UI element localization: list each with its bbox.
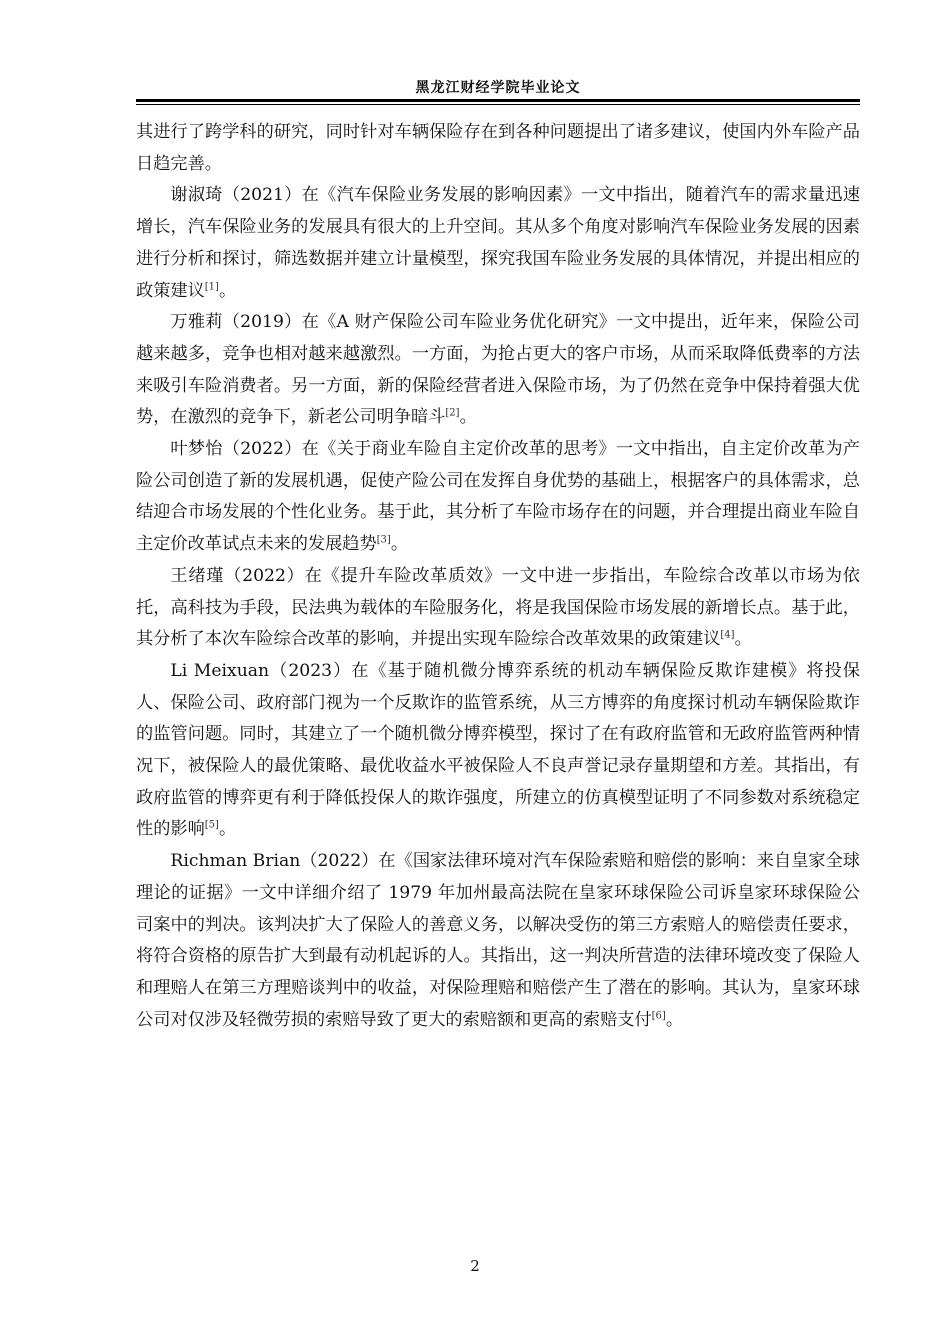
paragraph-tail: 。 bbox=[218, 280, 237, 301]
citation-mark[interactable]: [4] bbox=[720, 629, 735, 641]
paragraph-tail: 。 bbox=[218, 819, 237, 840]
paragraph-continuation bbox=[136, 117, 860, 180]
citation-mark[interactable]: [5] bbox=[204, 819, 219, 831]
paragraph-text: 谢淑琦（2021）在《汽车保险业务发展的影响因素》一文中指出，随着汽车的需求量迅速增长，汽车保险业务的发展具有很大的上升空间。其从多个角度对影响汽车保险业务发展的因素进行分析和探讨，筛选数据并建立计量模型，探究我国车险业务发展的具体情况，并提出相应的政策建议 bbox=[136, 185, 860, 301]
paragraph-tail: 。 bbox=[734, 629, 752, 650]
paragraph-text: Richman Brian（2022）在《国家法律环境对汽车保险索赔和赔偿的影响：来自皇家全球理论的证据》一文中详细介绍了 1979 年加州最高法院在皇家环球保险公司诉皇家环球保险公司案中的判决。该判决扩大了保险人的善意义务，以解决受伤的第三方索赔人的赔偿责任要求，将符合资格的原告扩大到最有动机起诉的人。其指出，这一判决所营造的法律环境改变了保险人和理赔人在第三方理赔谈判中的收益，对保险理赔和赔偿产生了潜在的影响。其认为，皇家环球公司对仅涉及轻微劳损的索赔导致了更大的索赔额和更高的索赔支付 bbox=[136, 851, 860, 1030]
body-text bbox=[136, 117, 860, 1036]
paragraph-ye-mengyi bbox=[136, 434, 860, 561]
paragraph-text: 万雅莉（2019）在《A 财产保险公司车险业务优化研究》一文中提出，近年来，保险公司越来越多，竞争也相对越来越激烈。一方面，为抢占更大的客户市场，从而采取降低费率的方法来吸引车险消费者。另一方面，新的保险经营者进入保险市场，为了仍然在竞争中保持着强大优势，在激烈的竞争下，新老公司明争暗斗 bbox=[136, 312, 860, 428]
page-number: 2 bbox=[470, 1257, 480, 1275]
citation-mark[interactable]: [1] bbox=[204, 280, 219, 292]
paragraph-richman-brian bbox=[136, 846, 860, 1036]
paragraph-text: 其进行了跨学科的研究，同时针对车辆保险存在到各种问题提出了诸多建议，使国内外车险产品日趋完善。 bbox=[136, 122, 860, 174]
paragraph-wang-xujin bbox=[136, 561, 860, 656]
paragraph-li-meixuan bbox=[136, 656, 860, 846]
paragraph-text: 叶梦怡（2022）在《关于商业车险自主定价改革的思考》一文中指出，自主定价改革为产险公司创造了新的发展机遇，促使产险公司在发挥自身优势的基础上，根据客户的具体需求，总结迎合市场发展的个性化业务。基于此，其分析了车险市场存在的问题，并合理提出商业车险自主定价改革试点未来的发展趋势 bbox=[136, 439, 860, 555]
citation-mark[interactable]: [3] bbox=[376, 534, 391, 546]
header-rule-thick bbox=[136, 99, 860, 102]
paragraph-text: 王绪瑾（2022）在《提升车险改革质效》一文中进一步指出，车险综合改革以市场为依托，高科技为手段，民法典为载体的车险服务化，将是我国保险市场发展的新增长点。基于此，其分析了本次车险综合改革的影响，并提出实现车险综合改革效果的政策建议 bbox=[136, 565, 860, 650]
paragraph-xie-shuqi bbox=[136, 180, 860, 307]
paragraph-tail: 。 bbox=[459, 407, 477, 428]
paragraph-tail: 。 bbox=[665, 1009, 684, 1030]
page-header: 黑龙江财经学院毕业论文 bbox=[415, 80, 581, 96]
header-rule-thin bbox=[136, 104, 860, 105]
citation-mark[interactable]: [6] bbox=[651, 1009, 666, 1021]
paragraph-tail: 。 bbox=[390, 534, 409, 555]
paragraph-wan-yali bbox=[136, 307, 860, 434]
citation-mark[interactable]: [2] bbox=[445, 407, 460, 419]
paragraph-text: Li Meixuan（2023）在《基于随机微分博弈系统的机动车辆保险反欺诈建模》将投保人、保险公司、政府部门视为一个反欺诈的监管系统，从三方博弈的角度探讨机动车辆保险欺诈的监管问题。同时，其建立了一个随机微分博弈模型，探讨了在有政府监管和无政府监管两种情况下，被保险人的最优策略、最优收益水平被保险人不良声誉记录存量期望和方差。其指出，有政府监管的博弈更有利于降低投保人的欺诈强度，所建立的仿真模型证明了不同参数对系统稳定性的影响 bbox=[136, 660, 860, 840]
